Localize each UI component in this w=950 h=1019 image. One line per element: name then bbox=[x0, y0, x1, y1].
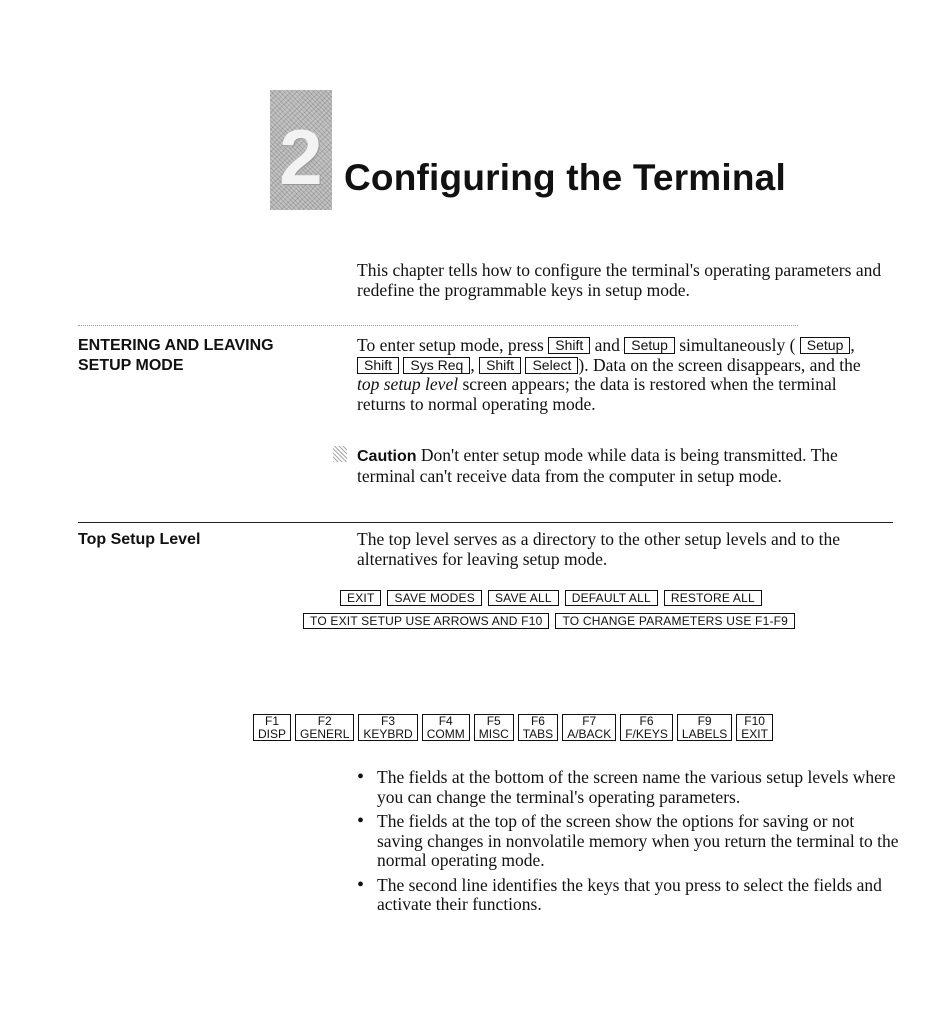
section-divider-solid bbox=[78, 522, 893, 523]
text-fragment: screen appears; the data is restored when the terminal returns to normal operating mode. bbox=[357, 374, 837, 414]
fkey-number: F9 bbox=[697, 714, 712, 728]
list-item: • The fields at the top of the screen show the options for saving or not saving changes in nonvolatile memory when you return the terminal to the normal operating mode. bbox=[357, 812, 902, 871]
fkey-label: TABS bbox=[522, 726, 554, 741]
section-heading-entering: ENTERING AND LEAVING SETUP MODE bbox=[78, 337, 274, 374]
bullet-list bbox=[357, 768, 902, 920]
function-keys-row bbox=[253, 714, 773, 741]
key-shift: Shift bbox=[479, 357, 521, 374]
caution-text: Don't enter setup mode while data is being transmitted. The terminal can't receive data from the computer in setup mode. bbox=[357, 445, 838, 486]
chapter-badge bbox=[270, 90, 332, 210]
chapter-number: 2 bbox=[279, 113, 323, 201]
option-default-all: DEFAULT ALL bbox=[565, 590, 658, 606]
function-key-f2 bbox=[295, 714, 354, 741]
caution-paragraph bbox=[357, 446, 887, 486]
fkey-number: F6 bbox=[639, 714, 654, 728]
fkey-number: F2 bbox=[317, 714, 332, 728]
text-fragment: ). Data on the screen disappears, and the bbox=[578, 354, 861, 375]
fkey-number: F7 bbox=[582, 714, 597, 728]
fkey-number: F4 bbox=[438, 714, 453, 728]
function-key-f6 bbox=[518, 714, 558, 741]
fkey-label: EXIT bbox=[741, 726, 768, 741]
key-sys-req: Sys Req bbox=[403, 357, 470, 374]
fkey-number: F1 bbox=[265, 714, 280, 728]
chapter-title: Configuring the Terminal bbox=[344, 157, 786, 198]
function-key-f1 bbox=[253, 714, 291, 741]
function-key-f4 bbox=[422, 714, 470, 741]
function-key-f5 bbox=[474, 714, 514, 741]
text-fragment: simultaneously ( bbox=[679, 335, 796, 355]
caution-label: Caution bbox=[357, 448, 417, 465]
function-key-f8 bbox=[620, 714, 673, 741]
function-key-f10 bbox=[736, 714, 773, 741]
section-heading-top-setup: Top Setup Level bbox=[78, 531, 201, 548]
top-setup-paragraph: The top level serves as a directory to the other setup levels and to the alternatives for leaving setup mode. bbox=[357, 529, 841, 569]
setup-options-row bbox=[340, 590, 762, 606]
function-key-f9 bbox=[677, 714, 732, 741]
fkey-label: DISP bbox=[258, 726, 287, 741]
key-setup: Setup bbox=[800, 337, 851, 354]
fkey-label: KEYBRD bbox=[363, 726, 413, 741]
fkey-label: MISC bbox=[478, 726, 509, 741]
option-restore-all: RESTORE ALL bbox=[664, 590, 762, 606]
instruction-exit: TO EXIT SETUP USE ARROWS AND F10 bbox=[303, 613, 549, 629]
key-select: Select bbox=[525, 357, 578, 374]
fkey-number: F3 bbox=[381, 714, 396, 728]
entering-paragraph bbox=[357, 336, 877, 414]
fkey-number: F5 bbox=[486, 714, 501, 728]
fkey-label: F/KEYS bbox=[625, 726, 668, 741]
option-save-modes: SAVE MODES bbox=[387, 590, 481, 606]
fkey-label: LABELS bbox=[681, 726, 728, 741]
function-key-f7 bbox=[562, 714, 616, 741]
fkey-number: F10 bbox=[744, 714, 765, 728]
key-shift: Shift bbox=[357, 357, 399, 374]
option-exit: EXIT bbox=[340, 590, 381, 606]
separator: , bbox=[470, 354, 475, 375]
key-setup: Setup bbox=[624, 337, 675, 354]
key-shift: Shift bbox=[548, 337, 590, 354]
intro-paragraph: This chapter tells how to configure the terminal's operating parameters and redefine the programmable keys in setup mode. bbox=[357, 260, 882, 300]
emphasis-top-setup-level: top setup level bbox=[357, 374, 459, 394]
fkey-label: COMM bbox=[426, 726, 465, 741]
text-fragment: and bbox=[594, 335, 620, 355]
caution-icon bbox=[333, 446, 347, 462]
function-key-f3 bbox=[358, 714, 417, 741]
option-save-all: SAVE ALL bbox=[488, 590, 559, 606]
list-item: • The second line identifies the keys that you press to select the fields and activate their functions. bbox=[357, 876, 902, 915]
fkey-number: F6 bbox=[530, 714, 545, 728]
instruction-change: TO CHANGE PARAMETERS USE F1-F9 bbox=[555, 613, 795, 629]
separator: , bbox=[850, 335, 855, 355]
fkey-label: GENERL bbox=[300, 726, 350, 741]
setup-instructions-row bbox=[303, 613, 795, 629]
text-fragment: To enter setup mode, press bbox=[357, 335, 544, 355]
section-divider-dotted bbox=[78, 325, 798, 326]
fkey-label: A/BACK bbox=[567, 726, 612, 741]
list-item: • The fields at the bottom of the screen name the various setup levels where you can change the terminal's operating parameters. bbox=[357, 768, 902, 807]
